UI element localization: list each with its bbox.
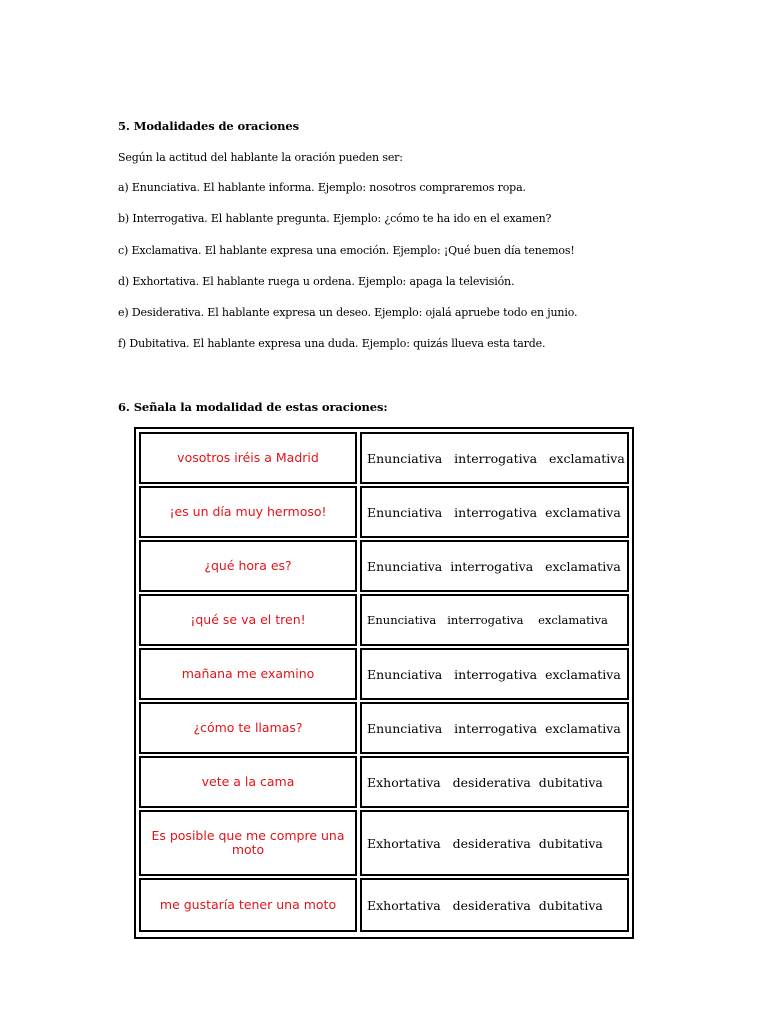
options-cell: Enunciativa interrogativa exclamativa: [360, 702, 629, 754]
table-row: [139, 540, 629, 592]
sentence-cell: ¡es un día muy hermoso!: [139, 486, 357, 538]
section-6-title: 6. Señala la modalidad de estas oraciones:: [118, 400, 388, 414]
options-cell: Enunciativa interrogativa exclamativa: [360, 594, 629, 646]
modality-item-e: e) Desiderativa. El hablante expresa un deseo. Ejemplo: ojalá apruebe todo en junio.: [118, 306, 578, 319]
sentence-cell: ¡qué se va el tren!: [139, 594, 357, 646]
table-row: [139, 756, 629, 808]
options-cell: Enunciativa interrogativa exclamativa: [360, 432, 629, 484]
options-cell: Enunciativa interrogativa exclamativa: [360, 486, 629, 538]
modality-item-a: a) Enunciativa. El hablante informa. Ejemplo: nosotros compraremos ropa.: [118, 181, 526, 194]
sentence-cell: vete a la cama: [139, 756, 357, 808]
sentence-cell: me gustaría tener una moto: [139, 878, 357, 932]
section-5-title: 5. Modalidades de oraciones: [118, 119, 300, 133]
table-row: [139, 432, 629, 484]
sentence-cell: Es posible que me compre una moto: [139, 810, 357, 876]
sentence-cell: ¿qué hora es?: [139, 540, 357, 592]
sentence-cell: ¿cómo te llamas?: [139, 702, 357, 754]
table-row: [139, 648, 629, 700]
sentence-cell: vosotros iréis a Madrid: [139, 432, 357, 484]
options-cell: Exhortativa desiderativa dubitativa: [360, 878, 629, 932]
table-row: [139, 878, 629, 932]
exercise-table: [134, 427, 634, 939]
options-cell: Enunciativa interrogativa exclamativa: [360, 540, 629, 592]
modality-item-f: f) Dubitativa. El hablante expresa una duda. Ejemplo: quizás llueva esta tarde.: [118, 337, 546, 350]
table-row: [139, 702, 629, 754]
options-cell: Enunciativa interrogativa exclamativa: [360, 648, 629, 700]
modality-item-d: d) Exhortativa. El hablante ruega u ordena. Ejemplo: apaga la televisión.: [118, 275, 515, 288]
table-row: [139, 594, 629, 646]
section-5-intro: Según la actitud del hablante la oración pueden ser:: [118, 151, 403, 164]
options-cell: Exhortativa desiderativa dubitativa: [360, 810, 629, 876]
options-cell: Exhortativa desiderativa dubitativa: [360, 756, 629, 808]
table-row: [139, 486, 629, 538]
table-row: [139, 810, 629, 876]
modality-item-c: c) Exclamativa. El hablante expresa una emoción. Ejemplo: ¡Qué buen día tenemos!: [118, 244, 575, 257]
modality-item-b: b) Interrogativa. El hablante pregunta. Ejemplo: ¿cómo te ha ido en el examen?: [118, 212, 552, 225]
sentence-cell: mañana me examino: [139, 648, 357, 700]
